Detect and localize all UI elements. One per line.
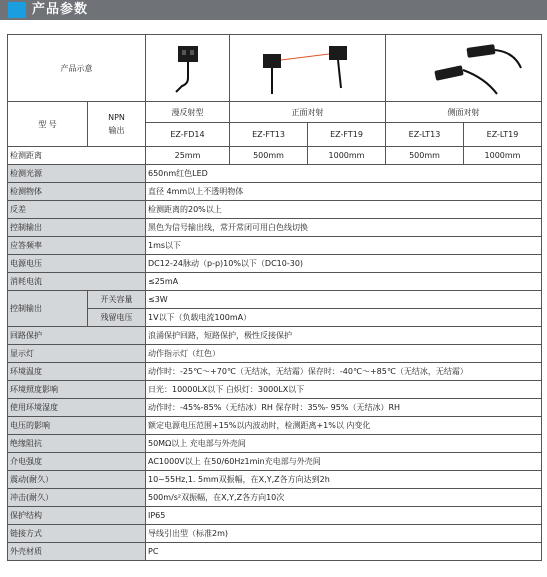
spec-row xyxy=(8,255,542,273)
spec-row xyxy=(8,435,542,453)
spec-row xyxy=(8,525,542,543)
image-row xyxy=(8,35,542,102)
spec-row xyxy=(8,345,542,363)
model-cell: EZ-FD14 xyxy=(146,123,230,147)
spec-row xyxy=(8,219,542,237)
distance-cell: 500mm xyxy=(386,147,464,165)
spec-row xyxy=(8,201,542,219)
spec-row xyxy=(8,165,542,183)
row-label: 检测物体 xyxy=(8,183,146,201)
spec-table xyxy=(7,34,542,561)
row-label: 保护结构 xyxy=(8,507,146,525)
row-label: 冲击(耐久） xyxy=(8,489,146,507)
row-value: 动作时：-45%-85%（无结冰）RH 保存时：35%- 95%（无结冰）RH xyxy=(146,399,542,417)
row-value: 1V以下（负载电流100mA） xyxy=(146,309,542,327)
spec-row xyxy=(8,399,542,417)
row-value: 50MΩ以上 充电部与外壳间 xyxy=(146,435,542,453)
row-value: 浪涌保护回路，短路保护，极性反接保护 xyxy=(146,327,542,345)
row-value: 额定电源电压范围+15%以内波动时，检测距离+1%以 内变化 xyxy=(146,417,542,435)
spec-row xyxy=(8,489,542,507)
spec-row xyxy=(8,507,542,525)
row-label: 回路保护 xyxy=(8,327,146,345)
row-label: 外壳材质 xyxy=(8,543,146,561)
model-cell: EZ-LT13 xyxy=(386,123,464,147)
row-label: 使用环境湿度 xyxy=(8,399,146,417)
row-value: 日光：10000LX以下 白炽灯：3000LX以下 xyxy=(146,381,542,399)
through-beam-front-image xyxy=(230,35,386,102)
row-label: 电源电压 xyxy=(8,255,146,273)
row-value: 500m/s²双振幅，在X,Y,Z各方向10次 xyxy=(146,489,542,507)
row-value: IP65 xyxy=(146,507,542,525)
diffuse-sensor-icon xyxy=(158,38,218,98)
diffuse-sensor-image xyxy=(146,35,230,102)
row-label: 控制输出 xyxy=(8,291,88,327)
spec-row xyxy=(8,543,542,561)
image-label: 产品示意 xyxy=(8,35,146,102)
spec-row xyxy=(8,417,542,435)
row-value: 黑色为信号输出线，常开常闭可用白色线切换 xyxy=(146,219,542,237)
row-value: ≤25mA xyxy=(146,273,542,291)
model-label: 型 号 xyxy=(8,102,88,147)
model-cell: EZ-LT19 xyxy=(464,123,542,147)
row-label: 环境照度影响 xyxy=(8,381,146,399)
row-label: 震动(耐久） xyxy=(8,471,146,489)
row-label: 检测光源 xyxy=(8,165,146,183)
spec-row xyxy=(8,471,542,489)
model-cell: EZ-FT19 xyxy=(308,123,386,147)
spec-row xyxy=(8,183,542,201)
row-label: 应答频率 xyxy=(8,237,146,255)
row-value: 10~55Hz,1. 5mm双振幅，在X,Y,Z各方向达到2h xyxy=(146,471,542,489)
row-label: 电压的影响 xyxy=(8,417,146,435)
row-value: 动作时：-25℃～+70℃（无结冰，无结霜）保存时：-40℃～+85℃（无结冰，无结霜） xyxy=(146,363,542,381)
type-front-through: 正面对射 xyxy=(230,102,386,123)
row-value: 1ms以下 xyxy=(146,237,542,255)
spec-row xyxy=(8,453,542,471)
sub-row-label: 残留电压 xyxy=(88,309,146,327)
section-header xyxy=(0,0,547,22)
header-accent-block xyxy=(8,2,26,18)
spec-row xyxy=(8,291,542,309)
through-beam-side-icon xyxy=(389,38,539,98)
row-value: 动作指示灯（红色） xyxy=(146,345,542,363)
row-label: 链接方式 xyxy=(8,525,146,543)
row-label: 显示灯 xyxy=(8,345,146,363)
row-label: 检测距离 xyxy=(8,147,146,165)
model-cell: EZ-FT13 xyxy=(230,123,308,147)
sub-row-label: 开关容量 xyxy=(88,291,146,309)
section-title: 产品参数 xyxy=(32,2,89,17)
row-label: 环境温度 xyxy=(8,363,146,381)
distance-cell: 1000mm xyxy=(308,147,386,165)
spec-row xyxy=(8,363,542,381)
distance-cell: 25mm xyxy=(146,147,230,165)
row-value: 导线引出型（标准2m) xyxy=(146,525,542,543)
distance-row xyxy=(8,147,542,165)
row-value: 检测距离的20%以上 xyxy=(146,201,542,219)
spec-row xyxy=(8,237,542,255)
spec-row xyxy=(8,381,542,399)
spec-row xyxy=(8,273,542,291)
type-diffuse: 漫反射型 xyxy=(146,102,230,123)
row-label: 消耗电流 xyxy=(8,273,146,291)
through-beam-side-image xyxy=(386,35,542,102)
row-label: 绝缘阻抗 xyxy=(8,435,146,453)
type-side-through: 侧面对射 xyxy=(386,102,542,123)
row-value: DC12-24脉动（p-p)10%以下（DC10-30) xyxy=(146,255,542,273)
row-value: 650nm红色LED xyxy=(146,165,542,183)
distance-cell: 500mm xyxy=(230,147,308,165)
npn-label: NPN 输出 xyxy=(88,102,146,147)
type-row xyxy=(8,102,542,123)
distance-cell: 1000mm xyxy=(464,147,542,165)
row-label: 控制输出 xyxy=(8,219,146,237)
row-value: PC xyxy=(146,543,542,561)
row-value: 直径 4mm以上不透明物体 xyxy=(146,183,542,201)
through-beam-front-icon xyxy=(233,38,383,98)
row-label: 介电强度 xyxy=(8,453,146,471)
row-label: 反差 xyxy=(8,201,146,219)
row-value: AC1000V以上 在50/60Hz1min充电部与外壳间 xyxy=(146,453,542,471)
spec-row xyxy=(8,309,542,327)
row-value: ≤3W xyxy=(146,291,542,309)
spec-row xyxy=(8,327,542,345)
